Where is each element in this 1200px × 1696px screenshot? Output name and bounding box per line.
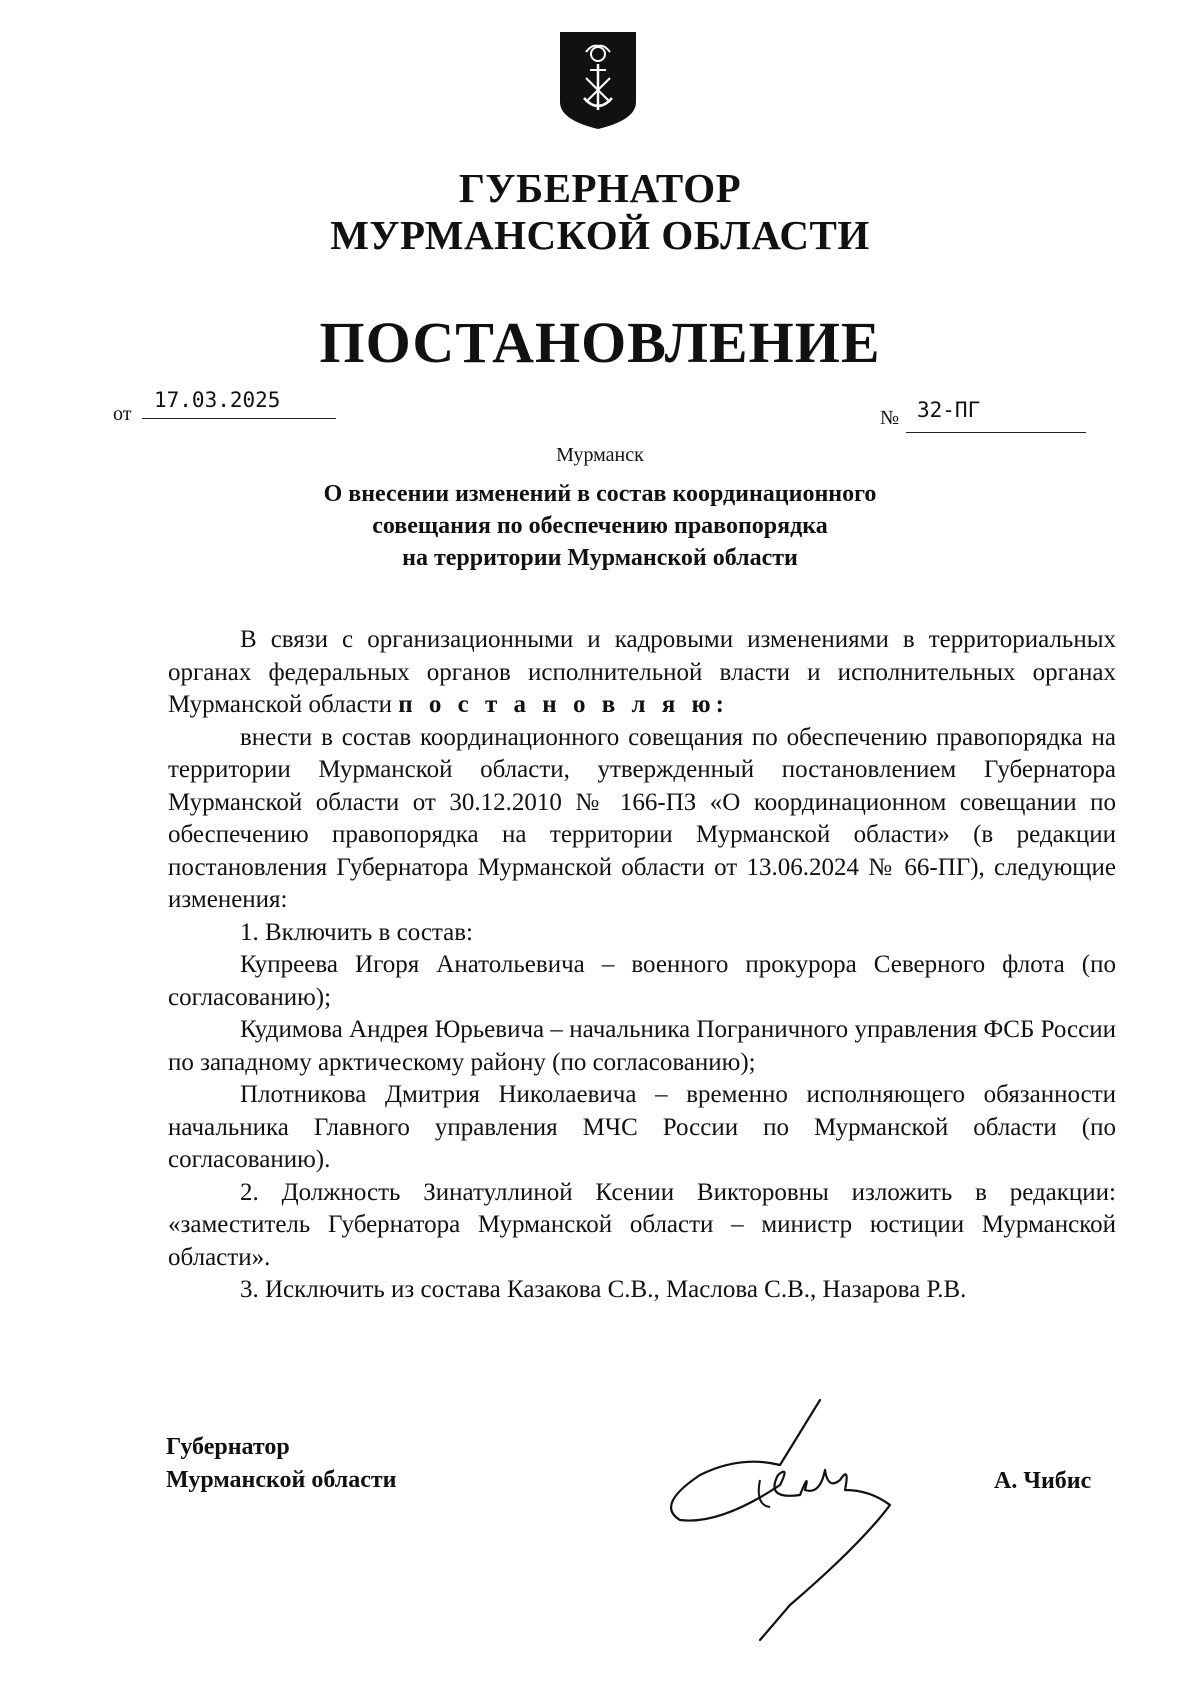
intro-text: В связи с организационными и кадровыми изменениями в территориальных органах федеральных органов исполнительной власти и исполнительных органах Мурманской области [168,626,1116,718]
date-underline [142,418,336,419]
issuer-title: ГУБЕРНАТОР [458,165,742,211]
body-paragraph: Плотникова Дмитрия Николаевича – временно исполняющего обязанности начальника Главного управления МЧС России по Мурманской области (по согласованию). [168,1081,1116,1173]
body-paragraph: 3. Исключить из состава Казакова С.В., Маслова С.В., Назарова Р.В. [240,1276,967,1303]
handwritten-signature [660,1395,920,1645]
document-subject [0,478,1200,574]
number-underline [906,432,1086,433]
number-prefix: № [880,407,900,429]
signatory-position [166,1431,396,1497]
subject-line: на территории Мурманской области [402,545,798,571]
body-paragraph: 2. Должность Зинатуллиной Ксении Викторовны изложить в редакции: «заместитель Губернатора Мурманской области – министр юстиции Мурманской области». [168,1178,1116,1271]
resolve-word: п о с т а н о в л я ю: [398,691,729,718]
issuer-region: МУРМАНСКОЙ ОБЛАСТИ [330,212,870,258]
document-type-heading: ПОСТАНОВЛЕНИЕ [319,310,881,375]
document-body [168,624,1116,1307]
signatory-name: А. Чибис [994,1468,1092,1494]
issue-city: Мурманск [556,444,644,466]
coat-of-arms-emblem [556,30,640,130]
body-paragraph: Кудимова Андрея Юрьевича – начальника Пограничного управления ФСБ России по западному арктическому району (по согласованию); [168,1016,1116,1076]
body-paragraph: Купреева Игоря Анатольевича – военного прокурора Северного флота (по согласованию); [168,951,1116,1011]
date-prefix: от [113,403,132,425]
subject-line: совещания по обеспечению правопорядка [372,513,828,539]
body-paragraph [168,624,1116,722]
document-date: 17.03.2025 [154,388,281,412]
signatory-position-line: Губернатор [166,1434,290,1460]
signatory-position-line: Мурманской области [166,1467,397,1493]
document-number: 32-ПГ [917,398,981,422]
body-paragraph: внести в состав координационного совещания по обеспечению правопорядка на территории Мурманской области, утвержденный постановлением Губернатора Мурманской области от 30.12.2010 № 166-ПЗ «О координационном совещании по обеспечению правопорядка на территории Мурманской области» (в редакции постановления Губернатора Мурманской области от 13.06.2024 № 66-ПГ), следующие изменения: [168,723,1116,913]
subject-line: О внесении изменений в состав координационного [323,481,877,507]
body-paragraph: 1. Включить в состав: [240,918,473,946]
